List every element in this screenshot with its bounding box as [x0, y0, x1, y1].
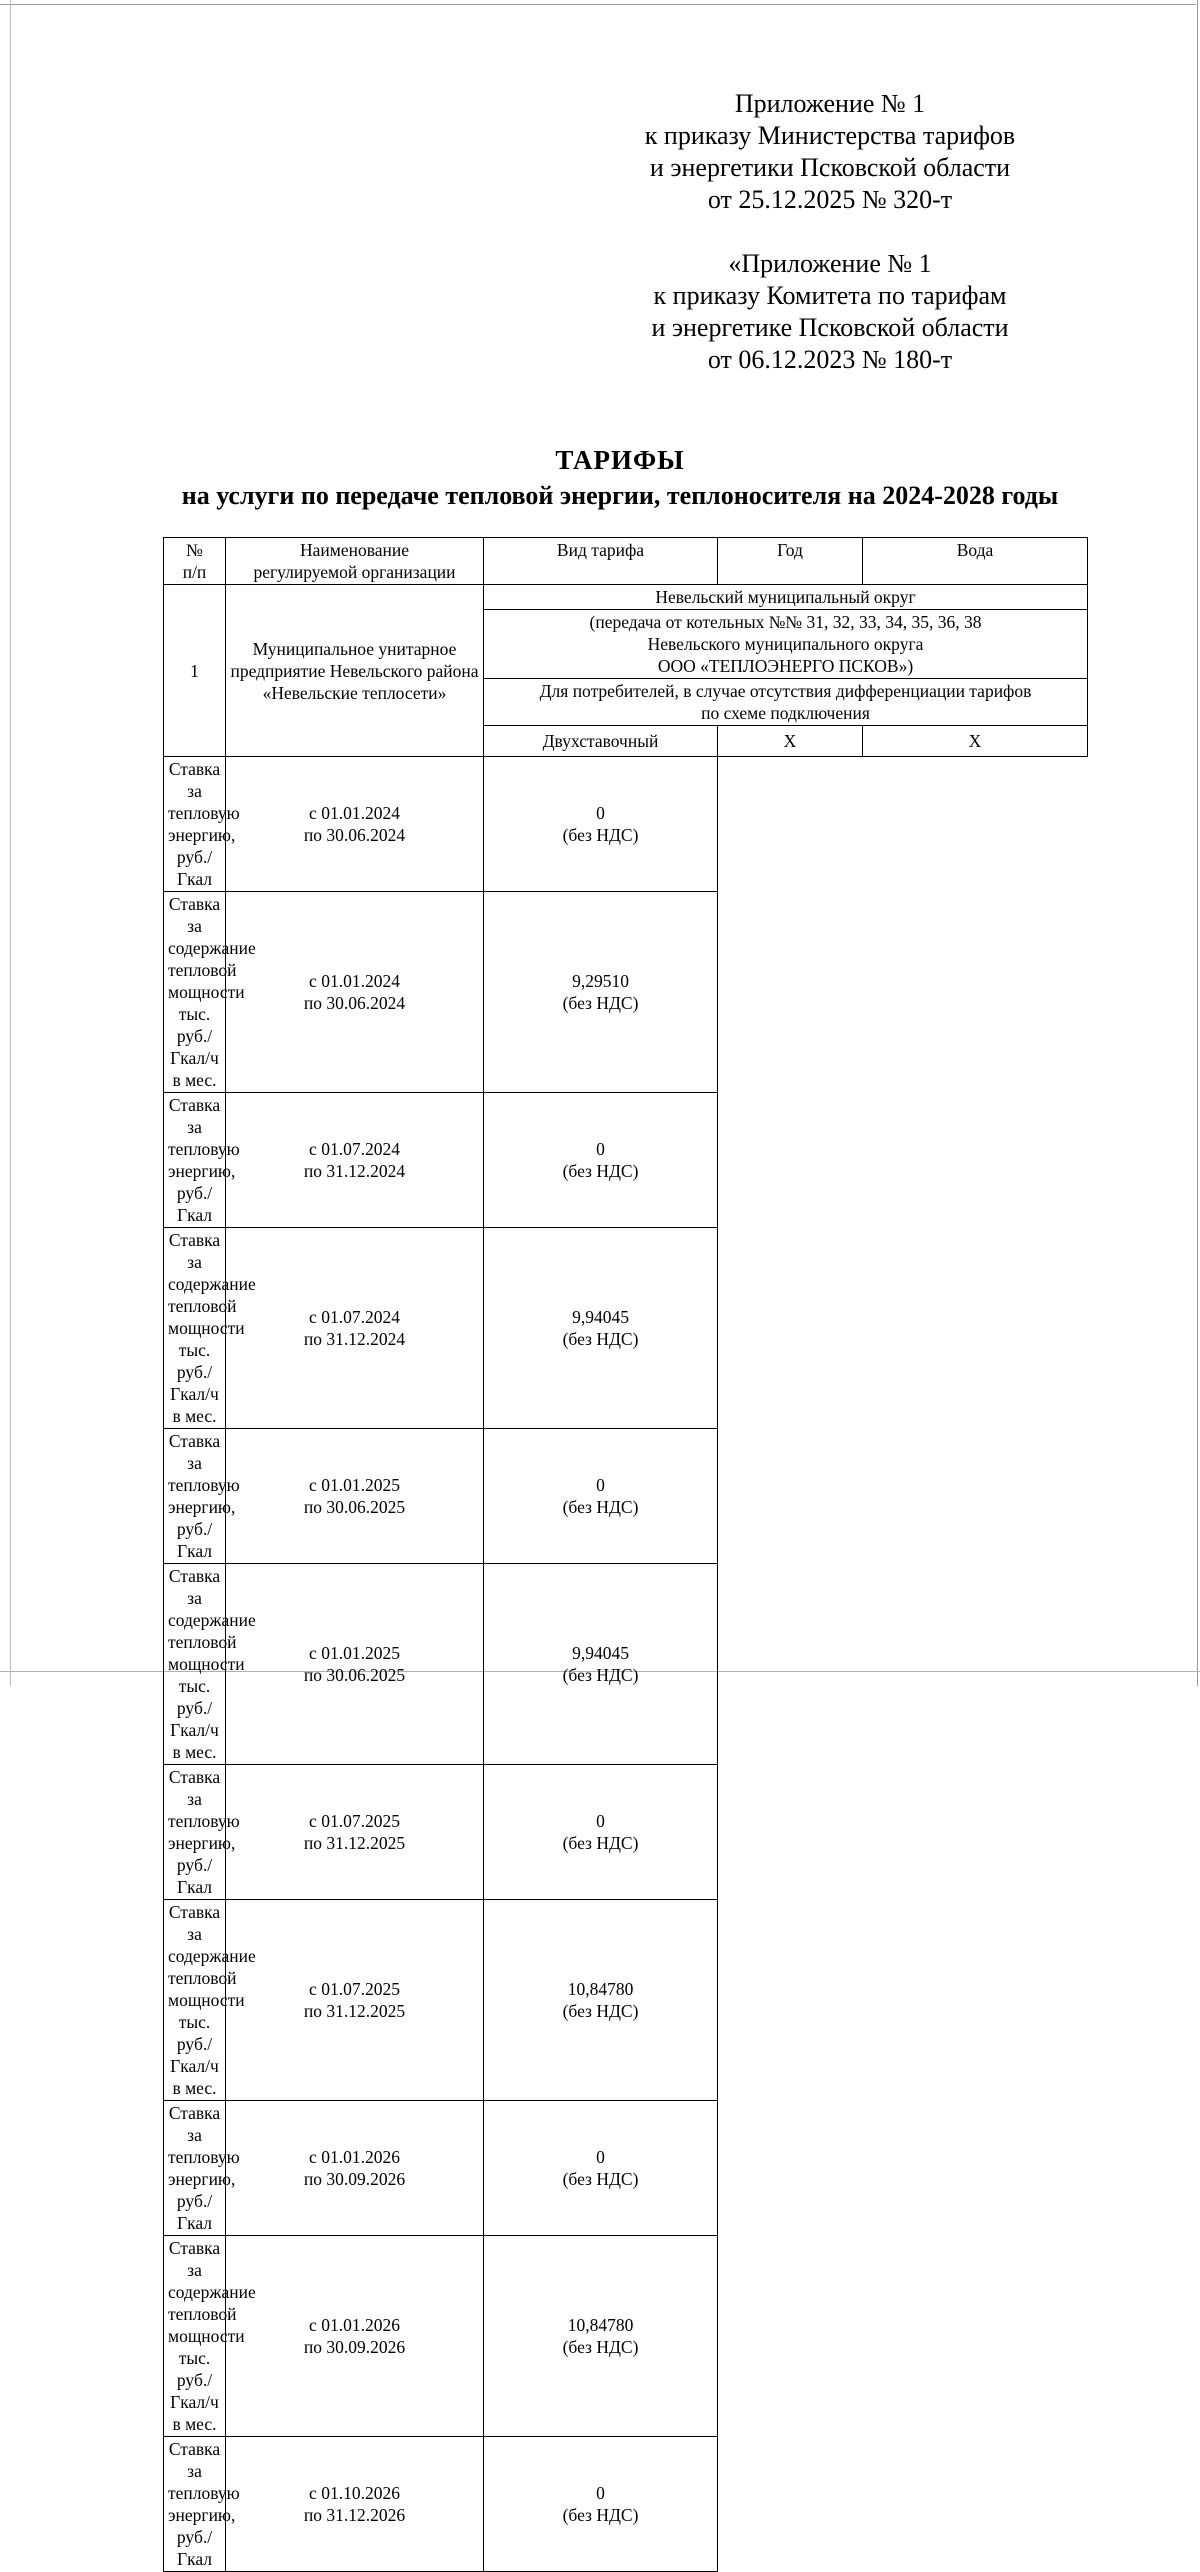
appendix-line: от 06.12.2023 № 180-т — [707, 345, 953, 374]
period-from: с 01.10.2026 — [309, 2483, 400, 2503]
rate-period-cell — [226, 1429, 484, 1564]
rate-value: 0 — [596, 2483, 605, 2503]
table-row — [164, 2236, 1088, 2437]
rate-type: Ставка за тепловую энергию, руб./Гкал — [168, 1095, 240, 1225]
period-to: по 30.09.2026 — [303, 2169, 406, 2189]
rate-vat: (без НДС) — [562, 1329, 639, 1349]
period-to: по 30.06.2025 — [303, 1497, 406, 1517]
rate-type-cell — [164, 892, 256, 1093]
document-title: ТАРИФЫ — [555, 445, 685, 475]
row-number: 1 — [164, 585, 226, 757]
period-from: с 01.07.2025 — [309, 1811, 400, 1831]
transfer-description — [484, 610, 1088, 679]
rate-vat: (без НДС) — [562, 2505, 639, 2525]
rate-value: 0 — [596, 1139, 605, 1159]
rate-vat: (без НДС) — [562, 1161, 639, 1181]
two-rate-year: Х — [718, 726, 863, 757]
period-from: с 01.07.2024 — [309, 1307, 400, 1327]
rate-vat: (без НДС) — [562, 2001, 639, 2021]
period-to: по 31.12.2025 — [303, 2001, 406, 2021]
document-subtitle: на услуги по передаче тепловой энергии, теплоносителя на 2024-2028 годы — [181, 481, 1059, 510]
rate-value-cell — [484, 892, 718, 1093]
organization-name: Муниципальное унитарное предприятие Невельского района «Невельские теплосети» — [226, 585, 484, 757]
rate-value-cell — [484, 1900, 718, 2101]
rate-type: Ставка за содержание тепловой мощности тыс. руб./Гкал/ч в мес. — [168, 894, 256, 1090]
rate-value-cell — [484, 1093, 718, 1228]
rate-period-cell — [226, 1564, 484, 1765]
period-from: с 01.01.2025 — [309, 1475, 400, 1495]
header-number — [164, 538, 226, 585]
period-to: по 30.09.2026 — [303, 2337, 406, 2357]
scan-edge-left — [10, 0, 11, 1686]
appendix-line: Приложение № 1 — [734, 89, 926, 118]
rate-type: Ставка за тепловую энергию, руб./Гкал — [168, 1431, 240, 1561]
rate-period-cell — [226, 1093, 484, 1228]
rate-type: Ставка за тепловую энергию, руб./Гкал — [168, 2103, 240, 2233]
rate-value-cell — [484, 2101, 718, 2236]
rate-period-cell — [226, 1228, 484, 1429]
rate-value-cell — [484, 1228, 718, 1429]
period-to: по 30.06.2024 — [303, 825, 406, 845]
rate-value-cell — [484, 1429, 718, 1564]
header-organization-line: Наименование — [299, 540, 410, 560]
rate-value: 10,84780 — [567, 2315, 634, 2335]
header-number-line: п/п — [182, 562, 207, 582]
appendix-line: и энергетики Псковской области — [649, 153, 1011, 182]
period-from: с 01.01.2025 — [309, 1643, 400, 1663]
rate-value: 0 — [596, 1475, 605, 1495]
consumers-line: Для потребителей, в случае отсутствия дифференциации тарифов — [539, 681, 1032, 701]
district-name: Невельский муниципальный округ — [484, 585, 1088, 610]
table-row — [164, 1228, 1088, 1429]
rate-type: Ставка за содержание тепловой мощности тыс. руб./Гкал/ч в мес. — [168, 1566, 256, 1762]
rate-type-cell — [164, 2101, 240, 2236]
appendix-line: к приказу Комитета по тарифам — [653, 281, 1007, 310]
appendix-line: от 25.12.2025 № 320-т — [707, 185, 953, 214]
rate-vat: (без НДС) — [562, 2169, 639, 2189]
rate-type-cell — [164, 1900, 256, 2101]
header-year: Год — [718, 538, 863, 585]
rate-vat: (без НДС) — [562, 993, 639, 1013]
rate-value: 9,94045 — [572, 1307, 629, 1327]
table-row — [164, 1900, 1088, 2101]
two-rate-label: Двухставочный — [484, 726, 718, 757]
rate-type-cell — [164, 1564, 256, 1765]
rate-value-cell — [484, 2236, 718, 2437]
rate-period-cell — [226, 2101, 484, 2236]
appendix-line: и энергетике Псковской области — [651, 313, 1009, 342]
scan-edge-top — [0, 4, 1196, 5]
transfer-line: Невельского муниципального округа — [647, 634, 924, 654]
rate-vat: (без НДС) — [562, 1665, 639, 1685]
two-rate-water: Х — [863, 726, 1088, 757]
period-to: по 31.12.2024 — [303, 1329, 406, 1349]
rate-value: 0 — [596, 1811, 605, 1831]
rate-type: Ставка за тепловую энергию, руб./Гкал — [168, 759, 240, 889]
table-row — [164, 1429, 1088, 1564]
appendix-current-order — [600, 88, 1060, 216]
appendix-line: к приказу Министерства тарифов — [644, 121, 1016, 150]
rate-value-cell — [484, 757, 718, 892]
period-from: с 01.07.2024 — [309, 1139, 400, 1159]
rate-value-cell — [484, 1564, 718, 1765]
table-row — [164, 2101, 1088, 2236]
table-row — [164, 2437, 1088, 2572]
consumers-description — [484, 679, 1088, 726]
rate-type-cell — [164, 2236, 256, 2437]
table-row — [164, 757, 1088, 892]
table-row — [164, 1093, 1088, 1228]
rate-vat: (без НДС) — [562, 2337, 639, 2357]
period-from: с 01.01.2026 — [309, 2315, 400, 2335]
rate-type: Ставка за содержание тепловой мощности тыс. руб./Гкал/ч в мес. — [168, 1902, 256, 2098]
rate-value: 9,29510 — [572, 971, 629, 991]
rate-period-cell — [226, 1900, 484, 2101]
table-row — [164, 892, 1088, 1093]
rate-type: Ставка за тепловую энергию, руб./Гкал — [168, 2439, 240, 2569]
period-to: по 30.06.2024 — [303, 993, 406, 1013]
tariff-table — [163, 537, 1088, 2572]
period-from: с 01.01.2024 — [309, 803, 400, 823]
header-tariff-type: Вид тарифа — [484, 538, 718, 585]
appendix-line: «Приложение № 1 — [728, 249, 932, 278]
rate-period-cell — [226, 757, 484, 892]
period-from: с 01.01.2026 — [309, 2147, 400, 2167]
transfer-line: ООО «ТЕПЛОЭНЕРГО ПСКОВ») — [657, 656, 914, 676]
header-organization — [226, 538, 484, 585]
rate-value: 0 — [596, 803, 605, 823]
period-to: по 30.06.2025 — [303, 1665, 406, 1685]
rate-type-cell — [164, 1228, 256, 1429]
period-from: с 01.01.2024 — [309, 971, 400, 991]
table-row-district — [164, 585, 1088, 610]
rate-type-cell — [164, 1429, 240, 1564]
period-to: по 31.12.2024 — [303, 1161, 406, 1181]
period-to: по 31.12.2026 — [303, 2505, 406, 2525]
table-row — [164, 1765, 1088, 1900]
rate-period-cell — [226, 1765, 484, 1900]
rate-value-cell — [484, 1765, 718, 1900]
rate-vat: (без НДС) — [562, 825, 639, 845]
rate-vat: (без НДС) — [562, 1497, 639, 1517]
rate-value: 0 — [596, 2147, 605, 2167]
rate-period-cell — [226, 2437, 484, 2572]
rate-type: Ставка за содержание тепловой мощности тыс. руб./Гкал/ч в мес. — [168, 2238, 256, 2434]
appendix-original-order — [600, 248, 1060, 376]
rate-period-cell — [226, 892, 484, 1093]
header-number-line: № — [186, 540, 203, 560]
rate-type-cell — [164, 2437, 240, 2572]
rate-value: 9,94045 — [572, 1643, 629, 1663]
transfer-line: (передача от котельных №№ 31, 32, 33, 34, 35, 36, 38 — [589, 612, 982, 632]
period-to: по 31.12.2025 — [303, 1833, 406, 1853]
header-water: Вода — [863, 538, 1088, 585]
rate-value: 10,84780 — [567, 1979, 634, 1999]
rate-period-cell — [226, 2236, 484, 2437]
table-header-row — [164, 538, 1088, 585]
rate-rows — [164, 757, 1088, 2572]
rate-type: Ставка за содержание тепловой мощности тыс. руб./Гкал/ч в мес. — [168, 1230, 256, 1426]
rate-value-cell — [484, 2437, 718, 2572]
rate-vat: (без НДС) — [562, 1833, 639, 1853]
rate-type-cell — [164, 757, 240, 892]
table-row — [164, 1564, 1088, 1765]
period-from: с 01.07.2025 — [309, 1979, 400, 1999]
rate-type-cell — [164, 1765, 240, 1900]
header-organization-line: регулируемой организации — [253, 562, 456, 582]
rate-type-cell — [164, 1093, 240, 1228]
scan-edge-right — [1197, 0, 1198, 1686]
rate-type: Ставка за тепловую энергию, руб./Гкал — [168, 1767, 240, 1897]
consumers-line: по схеме подключения — [701, 703, 870, 723]
